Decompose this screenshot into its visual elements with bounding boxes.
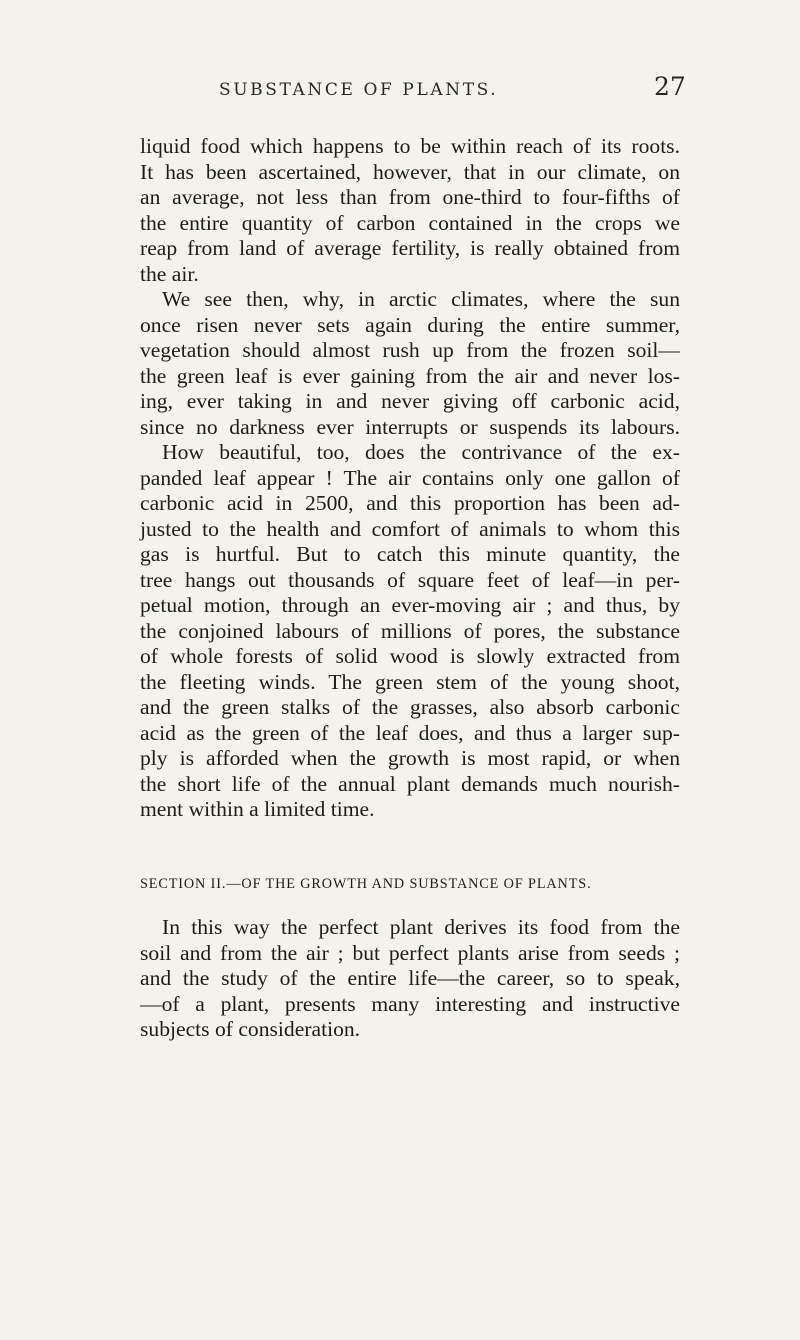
text-line: the fleeting winds. The green stem of the young shoot, xyxy=(140,669,680,694)
text-line: once risen never sets again during the entire summer, xyxy=(140,312,680,337)
text-line: In this way the perfect plant derives its food from the xyxy=(162,915,680,939)
text-line: of whole forests of solid wood is slowly extracted from xyxy=(140,644,680,668)
text-line: justed to the health and comfort of animals to whom this xyxy=(140,516,680,541)
text-line: carbonic acid in 2500, and this proportion has been ad- xyxy=(140,491,680,515)
text-line: the conjoined labours of millions of pores, the substance xyxy=(140,618,680,643)
running-head xyxy=(0,72,800,108)
text-line: the short life of the annual plant demands much nourish- xyxy=(140,771,680,796)
text-line: the green leaf is ever gaining from the air and never los- xyxy=(140,363,680,388)
page-number: 27 xyxy=(654,72,686,101)
text-line: an average, not less than from one-third to four-fifths of xyxy=(140,185,680,209)
text-line: tree hangs out thousands of square feet of leaf—in per- xyxy=(140,567,680,592)
text-line: subjects of consideration. xyxy=(140,1017,361,1041)
text-line: It has been ascertained, however, that in our climate, on xyxy=(140,159,680,184)
text-line: the air. xyxy=(140,261,199,286)
text-line: We see then, why, in arctic climates, where the sun xyxy=(162,287,680,311)
text-line: the entire quantity of carbon contained in the crops we xyxy=(140,210,680,235)
section-heading: SECTION II.—OF THE GROWTH AND SUBSTANCE OF PLANTS. xyxy=(140,876,592,892)
paragraph-1 xyxy=(140,134,680,287)
running-title: SUBSTANCE OF PLANTS. xyxy=(219,80,499,100)
text-line: acid as the green of the leaf does, and thus a larger sup- xyxy=(140,720,680,745)
text-line: since no darkness ever interrupts or suspends its labours. xyxy=(140,414,680,439)
body-text xyxy=(140,134,680,823)
text-line: and the study of the entire life—the career, so to speak, xyxy=(140,966,680,990)
text-line: and the green stalks of the grasses, also absorb carbonic xyxy=(140,695,680,719)
text-line: reap from land of average fertility, is really obtained from xyxy=(140,236,680,260)
text-line: ply is afforded when the growth is most rapid, or when xyxy=(140,746,680,770)
text-line: ment within a limited time. xyxy=(140,797,375,821)
text-line: soil and from the air ; but perfect plants arise from seeds ; xyxy=(140,940,680,965)
text-line: gas is hurtful. But to catch this minute quantity, the xyxy=(140,542,680,566)
text-line: How beautiful, too, does the contrivance of the ex- xyxy=(162,440,680,464)
text-line: vegetation should almost rush up from the frozen soil— xyxy=(140,338,680,362)
text-line: panded leaf appear ! The air contains only one gallon of xyxy=(140,465,680,490)
text-line: ing, ever taking in and never giving off carbonic acid, xyxy=(140,389,680,413)
text-line: liquid food which happens to be within reach of its roots. xyxy=(140,134,680,158)
text-line: —of a plant, presents many interesting and instructive xyxy=(140,991,680,1016)
text-line: petual motion, through an ever-moving air ; and thus, by xyxy=(140,593,680,617)
paragraph-2 xyxy=(140,287,680,823)
section-paragraph xyxy=(140,915,680,1043)
